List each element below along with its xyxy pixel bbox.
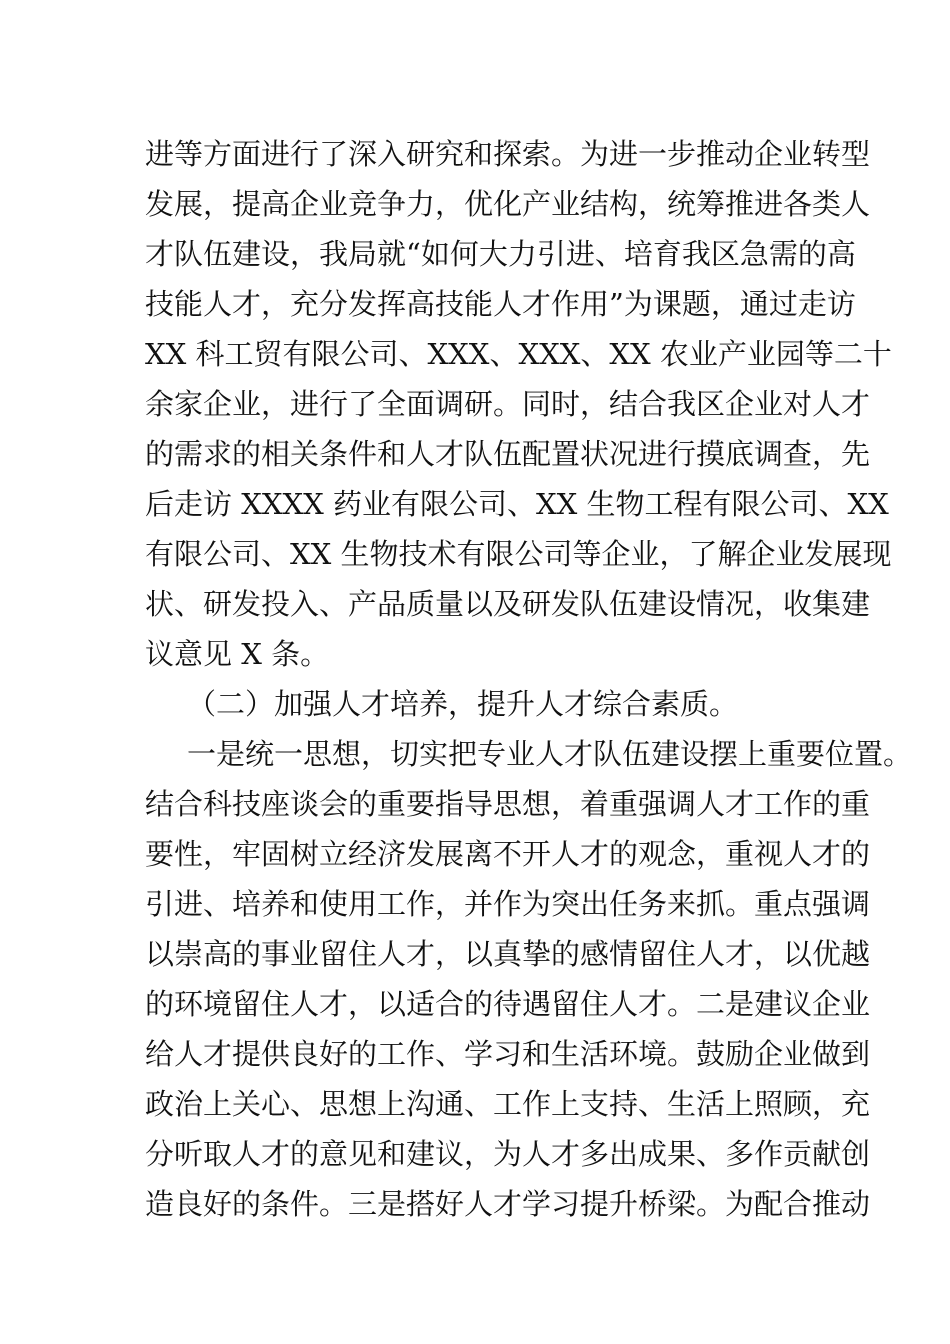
paragraph-line: 分听取人才的意见和建议，为人才多出成果、多作贡献创 bbox=[145, 1137, 871, 1171]
paragraph-line: 状、研发投入、产品质量以及研发队伍建设情况，收集建 bbox=[145, 587, 871, 621]
paragraph-line: 要性，牢固树立经济发展离不开人才的观念，重视人才的 bbox=[145, 837, 871, 871]
paragraph-line: 结合科技座谈会的重要指导思想，着重强调人才工作的重 bbox=[145, 787, 871, 821]
section-heading: （二）加强人才培养，提升人才综合素质。 bbox=[187, 687, 739, 721]
paragraph-line: 进等方面进行了深入研究和探索。为进一步推动企业转型 bbox=[145, 137, 871, 171]
paragraph-line: 引进、培养和使用工作，并作为突出任务来抓。重点强调 bbox=[145, 887, 871, 921]
paragraph-line: 余家企业，进行了全面调研。同时，结合我区企业对人才 bbox=[145, 387, 871, 421]
paragraph-line: 一是统一思想，切实把专业人才队伍建设摆上重要位置。 bbox=[187, 737, 913, 771]
paragraph-line: 后走访 XXXX 药业有限公司、XX 生物工程有限公司、XX bbox=[145, 487, 889, 521]
paragraph-line: 议意见 X 条。 bbox=[145, 637, 330, 671]
paragraph-line: 的需求的相关条件和人才队伍配置状况进行摸底调查，先 bbox=[145, 437, 871, 471]
paragraph-line: 政治上关心、思想上沟通、工作上支持、生活上照顾，充 bbox=[145, 1087, 871, 1121]
paragraph-line: 的环境留住人才，以适合的待遇留住人才。二是建议企业 bbox=[145, 987, 871, 1021]
paragraph-line: XX 科工贸有限公司、XXX、XXX、XX 农业产业园等二十 bbox=[145, 337, 892, 371]
paragraph-line: 造良好的条件。三是搭好人才学习提升桥梁。为配合推动 bbox=[145, 1187, 871, 1221]
paragraph-line: 以崇高的事业留住人才，以真挚的感情留住人才，以优越 bbox=[145, 937, 871, 971]
paragraph-line: 有限公司、XX 生物技术有限公司等企业，了解企业发展现 bbox=[145, 537, 892, 571]
paragraph-line: 发展，提高企业竞争力，优化产业结构，统筹推进各类人 bbox=[145, 187, 871, 221]
paragraph-line: 给人才提供良好的工作、学习和生活环境。鼓励企业做到 bbox=[145, 1037, 871, 1071]
paragraph-line: 技能人才，充分发挥高技能人才作用”为课题，通过走访 bbox=[145, 287, 856, 321]
paragraph-line: 才队伍建设，我局就“如何大力引进、培育我区急需的高 bbox=[145, 237, 856, 271]
